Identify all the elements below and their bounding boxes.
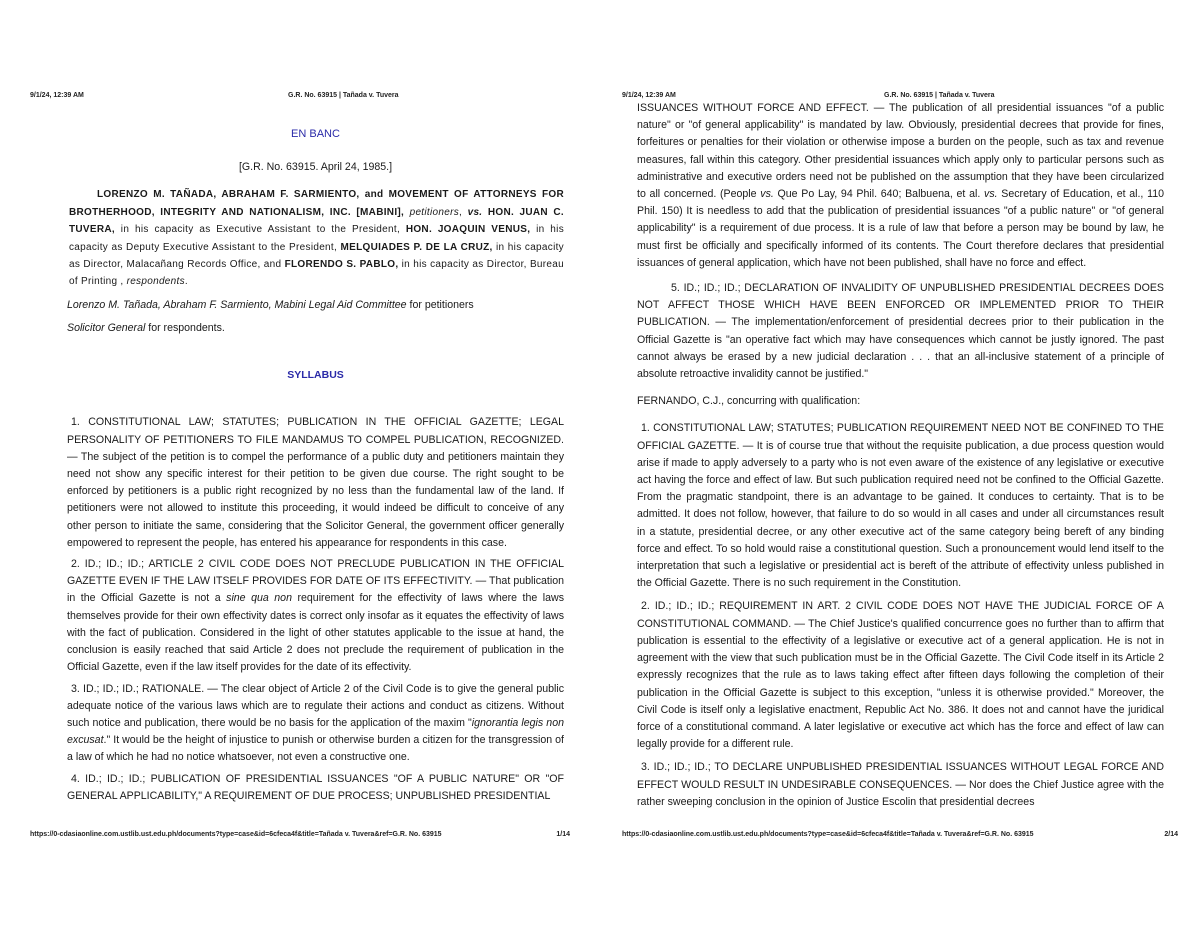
header-datetime: 9/1/24, 12:39 AM	[622, 92, 676, 99]
header-datetime: 9/1/24, 12:39 AM	[30, 92, 84, 99]
docket-number: [G.R. No. 63915. April 24, 1985.]	[238, 161, 393, 174]
document-body	[637, 100, 1164, 811]
en-banc-heading: EN BANC	[291, 128, 340, 140]
syllabus-item-5: 5. ID.; ID.; ID.; DECLARATION OF INVALIDITY OF UNPUBLISHED PRESIDENTIAL DECREES DOES NOT AFFECT THOSE WHICH HAVE BEEN ENFORCED OR IMPLEMENTED PRIOR TO THEIR PUBLICATION. — The implementation/enforcement of presidential decrees prior to their publication in the Official Gazette is "an operative fact which may have consequences which cannot be justly ignored. The past cannot always be erased by a new judicial declaration . . . that an all-inclusive statement of a principle of absolute retroactive invalidity cannot be justified."	[637, 282, 1164, 381]
caption-respondent-1: HON. JUAN C. TUVERA,	[69, 206, 564, 236]
caption-parties-petitioners: LORENZO M. TAÑADA, ABRAHAM F. SARMIENTO, and MOVEMENT OF ATTORNEYS FOR BROTHERHOOD, INTEGRITY AND NATIONALISM, INC. [MABINI],	[69, 189, 564, 218]
caption-respondent-3: MELQUIADES P. DE LA CRUZ,	[340, 241, 493, 253]
counsel-petitioners-names: Lorenzo M. Tañada, Abraham F. Sarmiento, Mabini Legal Aid Committee	[67, 298, 407, 311]
header-title: G.R. No. 63915 | Tañada v. Tuvera	[884, 92, 995, 99]
syllabus-item-1: 1. CONSTITUTIONAL LAW; STATUTES; PUBLICATION IN THE OFFICIAL GAZETTE; LEGAL PERSONALITY OF PETITIONERS TO FILE MANDAMUS TO COMPEL PUBLICATION, RECOGNIZED. — The subject of the petition is to compel the performance of a public duty and petitioners maintain they need not show any specific interest for their petition to be given due course. The right sought to be enforced by petitioners is a public right recognized by no less than the fundamental law of the land. If petitioners were not allowed to institute this proceeding, it would indeed be difficult to conceive of any other person to initiate the same, considering that the Solicitor General, the government officer generally empowered to represent the people, has entered his appearance for respondents in this case.	[67, 416, 564, 549]
caption-capacity-2: in his capacity as Deputy Executive Assistant to the President,	[69, 224, 564, 253]
caption-capacity-1: in his capacity as Executive Assistant to the President,	[115, 224, 406, 236]
footer-url: https://0-cdasiaonline.com.ustlib.ust.edu.ph/documents?type=case&id=6cfeca4f&title=Tañada v. Tuvera&ref=G.R. No. 63915	[622, 831, 1034, 838]
syllabus-heading: SYLLABUS	[287, 369, 344, 382]
caption-sep: ,	[459, 206, 468, 218]
concurring-item-1: 1. CONSTITUTIONAL LAW; STATUTES; PUBLICATION REQUIREMENT NEED NOT BE CONFINED TO THE OFFICIAL GAZETTE. — It is of course true that without the requisite publication, a due process question would arise if made to apply adversely to a party who is not even aware of the existence of any legislative or executive act having the force and effect of law. But such publication required need not be confined to the Official Gazette. From the pragmatic standpoint, there is an advantage to be gained. It conduces to certainty. That is to be admitted. It does not follow, however, that failure to do so would in all cases and under all circumstances result in a statute, presidential decree, or any other executive act of the same category being bereft of any binding force and effect. To so hold would raise a constitutional question. Such a pronouncement would lend itself to the interpretation that such a legislative or presidential act is bereft of the attribute of effectivity unless published in the Official Gazette. There is no such requirement in the Constitution.	[637, 422, 1164, 590]
counsel-petitioners	[67, 297, 564, 314]
counsel-respondents	[67, 320, 564, 337]
running-footer	[30, 831, 570, 838]
continued-text-c: Secretary of Education, et al., 110 Phil. 150) It is needless to add that the publication of presidential issuances "of a public nature" or "of general applicability" is a requirement of due process. It is a rule of law that before a person may be bound by law, he must first be officially and specifically informed of its contents. The Court therefore declares that presidential issuances of general application, which have not been published, shall have no force and effect.	[637, 188, 1164, 269]
counsel-petitioners-role: for petitioners	[406, 298, 474, 311]
continued-text-a: ISSUANCES WITHOUT FORCE AND EFFECT. — The publication of all presidential issuances "of a public nature" or "of general applicability" is mandated by law. Obviously, presidential decrees that provide for fines, forfeitures or penalties for their violation or otherwise impose a burden on the people, such as tax and revenue measures, fall within this category. Other presidential issuances which apply only to particular persons such as administrative and executive orders need not be published on the assumption that they have been circularized to all concerned. (People	[637, 102, 1164, 201]
counsel-respondents-names: Solicitor General	[67, 322, 146, 335]
running-footer	[622, 831, 1178, 838]
caption-petitioners-label: petitioners	[409, 206, 460, 218]
caption-capacity-3: in his capacity as Director, Malacañang Records Office, and	[69, 241, 564, 271]
syllabus-item-3-text-a: 3. ID.; ID.; ID.; RATIONALE. — The clear object of Article 2 of the Civil Code is to give the general public adequate notice of the various laws which are to regulate their actions and conduct as citizens. Without such notice and publication, there would be no basis for the application of the maxim "	[67, 682, 564, 729]
caption-vs: vs.	[467, 206, 483, 218]
header-title: G.R. No. 63915 | Tañada v. Tuvera	[288, 92, 399, 99]
syllabus-item-4-continued	[637, 100, 1164, 272]
page-2	[600, 0, 1200, 927]
continued-text-b: Que Po Lay, 94 Phil. 640; Balbuena, et al.	[773, 188, 985, 201]
continued-vs-1: vs.	[760, 188, 774, 201]
footer-page-number: 2/14	[1164, 831, 1178, 838]
caption-end: .	[184, 276, 188, 288]
syllabus-item-2-text-a: 2. ID.; ID.; ID.; ARTICLE 2 CIVIL CODE DOES NOT PRECLUDE PUBLICATION IN THE OFFICIAL GAZETTE EVEN IF THE LAW ITSELF PROVIDES FOR DATE OF ITS EFFECTIVITY. — That publication in the Official Gazette is not a	[67, 558, 564, 605]
concurring-item-2: 2. ID.; ID.; ID.; REQUIREMENT IN ART. 2 CIVIL CODE DOES NOT HAVE THE JUDICIAL FORCE OF A CONSTITUTIONAL COMMAND. — The Chief Justice's qualified concurrence goes no further than to affirm that publication is essential to the effectivity of a legislative or executive act of a general application. He is not in agreement with the view that such publication must be in the Official Gazette. The Civil Code itself in its Article 2 expressly recognizes that the rule as to laws taking effect after fifteen days following the completion of their publication in the Official Gazette is subject to this exception, "unless it is otherwise provided." Moreover, the Civil Code is itself only a legislative enactment, Republic Act No. 386. It does not and cannot have the juridical force of a constitutional command. A later legislative or executive act which has the force and effect of law can legally provide for a different rule.	[637, 600, 1164, 751]
syllabus-item-2-italic: sine qua non	[226, 592, 292, 605]
footer-url: https://0-cdasiaonline.com.ustlib.ust.edu.ph/documents?type=case&id=6cfeca4f&title=Tañada v. Tuvera&ref=G.R. No. 63915	[30, 831, 442, 838]
continued-vs-2: vs.	[984, 188, 998, 201]
syllabus-item-3-text-b: ." It would be the height of injustice to punish or otherwise burden a citizen for the transgression of a law of which he had no notice whatsoever, not even a constructive one.	[67, 734, 564, 764]
counsel-respondents-role: for respondents.	[145, 322, 225, 335]
syllabus-item-2	[67, 556, 564, 676]
syllabus-item-3-italic: ignorantia legis non excusat	[67, 716, 564, 747]
document-body	[67, 122, 564, 805]
syllabus-item-2-text-b: requirement for the effectivity of laws where the laws themselves provide for their own effectivity dates is correct only insofar as it equates the effectivity of laws with the fact of publication. Considered in the light of other statutes applicable to the issue at hand, the conclusion is easily reached that said Article 2 does not preclude the requirement of publication in the Official Gazette, even if the law itself provides for the date of its effectivity.	[67, 592, 564, 674]
syllabus-item-3	[67, 681, 564, 767]
caption-capacity-4: in his capacity as Director, Bureau of Printing ,	[69, 259, 564, 288]
caption-respondents-label: respondents	[126, 276, 185, 288]
footer-page-number: 1/14	[556, 831, 570, 838]
syllabus-item-4: 4. ID.; ID.; ID.; PUBLICATION OF PRESIDENTIAL ISSUANCES "OF A PUBLIC NATURE" OR "OF GENERAL APPLICABILITY," A REQUIREMENT OF DUE PROCESS; UNPUBLISHED PRESIDENTIAL	[67, 772, 564, 802]
caption-respondent-4: FLORENDO S. PABLO,	[284, 259, 399, 271]
caption-respondent-2: HON. JOAQUIN VENUS,	[405, 224, 531, 236]
case-caption	[67, 186, 564, 290]
concurring-item-3: 3. ID.; ID.; ID.; TO DECLARE UNPUBLISHED PRESIDENTIAL ISSUANCES WITHOUT LEGAL FORCE AND EFFECT WOULD RESULT IN UNDESIRABLE CONSEQUENCES. — Nor does the Chief Justice agree with the rather sweeping conclusion in the opinion of Justice Escolin that presidential decrees	[637, 761, 1164, 808]
concurring-opinion-heading: FERNANDO, C.J., concurring with qualification:	[637, 395, 861, 408]
